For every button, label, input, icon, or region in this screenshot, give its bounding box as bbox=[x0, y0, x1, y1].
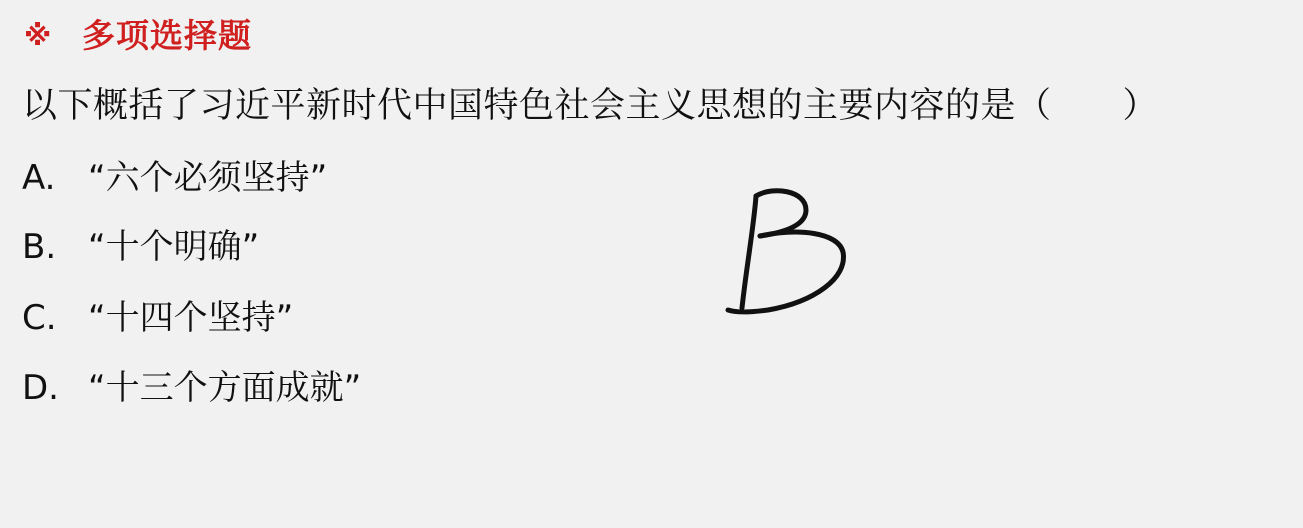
question-type-label: 多项选择题 bbox=[82, 16, 252, 55]
option-c-text: “十四个坚持” bbox=[88, 298, 294, 338]
question-text: 以下概括了习近平新时代中国特色社会主义思想的主要内容的是（ ） bbox=[22, 86, 1159, 126]
option-c[interactable] bbox=[22, 290, 293, 346]
handwritten-answer-b bbox=[718, 180, 858, 325]
option-c-letter: C. bbox=[22, 298, 57, 338]
option-a-letter: A. bbox=[22, 158, 56, 198]
option-d[interactable] bbox=[22, 360, 361, 416]
option-d-text: “十三个方面成就” bbox=[88, 368, 362, 408]
asterisk-icon: ※ bbox=[24, 19, 53, 52]
option-b-letter: B. bbox=[22, 227, 57, 267]
option-b[interactable] bbox=[22, 219, 259, 275]
option-d-letter: D. bbox=[22, 368, 59, 408]
option-a[interactable] bbox=[22, 150, 327, 206]
option-a-text: “六个必须坚持” bbox=[88, 158, 328, 198]
question-type-heading bbox=[24, 12, 252, 60]
option-b-text: “十个明确” bbox=[88, 227, 260, 267]
